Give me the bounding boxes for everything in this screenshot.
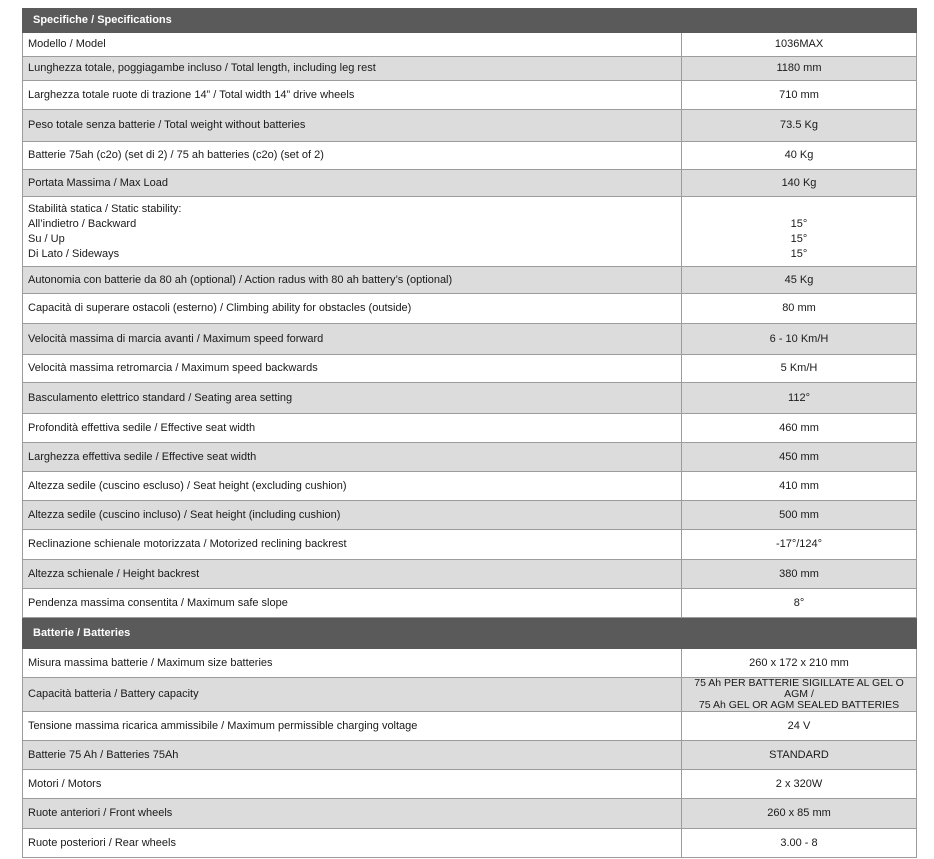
row-value: 710 mm (682, 81, 917, 110)
table-row (23, 294, 917, 324)
row-value: 1180 mm (682, 57, 917, 81)
row-label: Larghezza effettiva sedile / Effective seat width (23, 443, 682, 472)
stability-row (23, 197, 917, 267)
table-row (23, 267, 917, 294)
row-label: Altezza sedile (cuscino escluso) / Seat height (excluding cushion) (23, 472, 682, 501)
stability-labels (23, 197, 682, 267)
row-value: -17°/124° (682, 530, 917, 560)
table-row (23, 799, 917, 829)
table-row (23, 57, 917, 81)
row-value: 5 Km/H (682, 355, 917, 383)
row-label: Pendenza massima consentita / Maximum safe slope (23, 589, 682, 618)
row-value: 1036MAX (682, 33, 917, 57)
stability-up-label: Su / Up (28, 232, 65, 245)
row-label: Batterie 75ah (c2o) (set di 2) / 75 ah batteries (c2o) (set of 2) (23, 142, 682, 170)
table-row (23, 501, 917, 530)
stability-sideways-value: 15° (790, 247, 808, 260)
row-label: Autonomia con batterie da 80 ah (optional) / Action radus with 80 ah battery’s (optional) (23, 267, 682, 294)
row-label: Tensione massima ricarica ammissibile / Maximum permissible charging voltage (23, 712, 682, 741)
row-label: Ruote anteriori / Front wheels (23, 799, 682, 829)
row-value: 2 x 320W (682, 770, 917, 799)
table-row (23, 472, 917, 501)
table-row (23, 33, 917, 57)
specifications-table (22, 8, 917, 858)
table-row (23, 170, 917, 197)
table-row (23, 414, 917, 443)
row-value: 450 mm (682, 443, 917, 472)
row-value: 500 mm (682, 501, 917, 530)
section-header-batteries (23, 618, 917, 649)
row-value: 410 mm (682, 472, 917, 501)
row-label: Portata Massima / Max Load (23, 170, 682, 197)
row-value: 6 - 10 Km/H (682, 324, 917, 355)
table-row (23, 443, 917, 472)
row-label: Larghezza totale ruote di trazione 14” / Total width 14” drive wheels (23, 81, 682, 110)
table-row (23, 110, 917, 142)
row-label: Capacità batteria / Battery capacity (23, 678, 682, 712)
row-label: Basculamento elettrico standard / Seating area setting (23, 383, 682, 414)
row-label: Capacità di superare ostacoli (esterno) / Climbing ability for obstacles (outside) (23, 294, 682, 324)
table-row (23, 678, 917, 712)
stability-values (682, 197, 917, 267)
row-value: 40 Kg (682, 142, 917, 170)
table-row (23, 355, 917, 383)
stability-backward-label: All’indietro / Backward (28, 217, 137, 230)
row-label: Reclinazione schienale motorizzata / Motorized reclining backrest (23, 530, 682, 560)
row-value: 140 Kg (682, 170, 917, 197)
row-label: Velocità massima di marcia avanti / Maximum speed forward (23, 324, 682, 355)
table-row (23, 81, 917, 110)
row-value: 260 x 172 x 210 mm (682, 649, 917, 678)
row-value: 45 Kg (682, 267, 917, 294)
table-row (23, 770, 917, 799)
specifications-sheet (22, 8, 916, 858)
row-label: Motori / Motors (23, 770, 682, 799)
row-label: Lunghezza totale, poggiagambe incluso / Total length, including leg rest (23, 57, 682, 81)
row-value: 380 mm (682, 560, 917, 589)
row-value: 24 V (682, 712, 917, 741)
row-label: Ruote posteriori / Rear wheels (23, 829, 682, 858)
row-label: Peso totale senza batterie / Total weight without batteries (23, 110, 682, 142)
battery-capacity-line1: 75 Ah PER BATTERIE SIGILLATE AL GEL O AGM / (694, 677, 904, 700)
table-row (23, 560, 917, 589)
row-label: Altezza sedile (cuscino incluso) / Seat height (including cushion) (23, 501, 682, 530)
table-row (23, 530, 917, 560)
table-row (23, 142, 917, 170)
battery-capacity-line2: 75 Ah GEL OR AGM SEALED BATTERIES (698, 699, 900, 711)
stability-title: Stabilità statica / Static stability: (28, 202, 182, 215)
row-value: STANDARD (682, 741, 917, 770)
row-label: Misura massima batterie / Maximum size batteries (23, 649, 682, 678)
section-title: Batterie / Batteries (23, 618, 917, 649)
table-row (23, 712, 917, 741)
row-value: 460 mm (682, 414, 917, 443)
table-row (23, 383, 917, 414)
row-value: 260 x 85 mm (682, 799, 917, 829)
row-value: 3.00 - 8 (682, 829, 917, 858)
stability-up-value: 15° (790, 232, 808, 245)
row-label: Modello / Model (23, 33, 682, 57)
row-label: Batterie 75 Ah / Batteries 75Ah (23, 741, 682, 770)
table-row (23, 741, 917, 770)
row-value: 80 mm (682, 294, 917, 324)
row-value: 8° (682, 589, 917, 618)
table-row (23, 829, 917, 858)
row-value: 112° (682, 383, 917, 414)
section-header-specifications (23, 9, 917, 33)
row-label: Velocità massima retromarcia / Maximum speed backwards (23, 355, 682, 383)
row-label: Profondità effettiva sedile / Effective seat width (23, 414, 682, 443)
table-row (23, 589, 917, 618)
section-title: Specifiche / Specifications (23, 9, 917, 33)
row-label: Altezza schienale / Height backrest (23, 560, 682, 589)
row-value (682, 678, 917, 712)
row-value: 73.5 Kg (682, 110, 917, 142)
table-row (23, 649, 917, 678)
stability-sideways-label: Di Lato / Sideways (28, 247, 120, 260)
stability-backward-value: 15° (790, 217, 808, 230)
table-row (23, 324, 917, 355)
